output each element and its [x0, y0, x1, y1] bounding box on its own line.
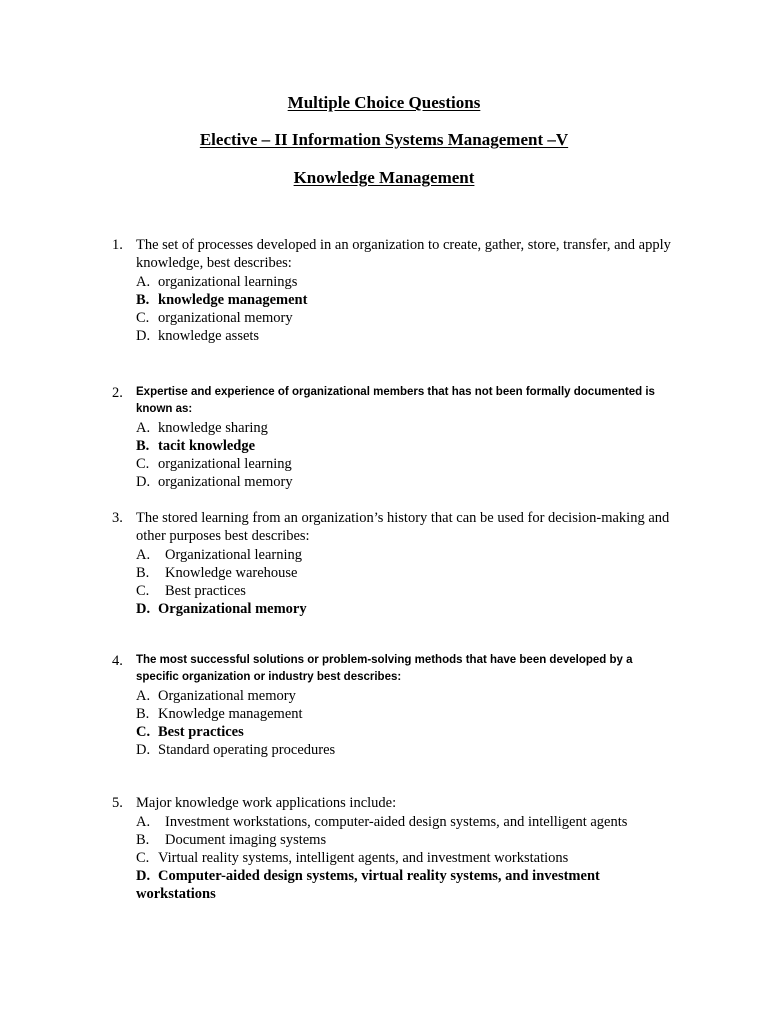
question-text: The set of processes developed in an organization to create, gather, store, transfer, and apply knowledge, best describes: [136, 237, 671, 271]
option-d-correct: D. Organizational memory [136, 601, 307, 617]
question-number: 5. [112, 795, 123, 811]
topic-heading: Knowledge Management [293, 168, 475, 187]
option-a: A. knowledge sharing [136, 420, 268, 436]
option-b-correct: B. tacit knowledge [136, 438, 256, 454]
question-4 [112, 652, 672, 759]
document-title: Multiple Choice Questions [287, 93, 481, 112]
option-d: D. Standard operating procedures [136, 742, 336, 758]
question-text: Expertise and experience of organizational members that has not been formally documented is known as: [136, 386, 655, 415]
option-d: D. organizational memory [136, 474, 293, 490]
option-b-correct: B. knowledge management [136, 292, 308, 308]
options-list [136, 813, 672, 903]
question-2 [112, 384, 672, 491]
option-a: A. Organizational learning [136, 547, 303, 563]
question-5 [112, 794, 672, 903]
question-text: Major knowledge work applications include: [136, 795, 397, 811]
question-3 [112, 509, 672, 618]
options-list [136, 419, 672, 491]
option-b: B. Document imaging systems [136, 832, 327, 848]
option-a: A. Organizational memory [136, 688, 296, 704]
option-c: C. organizational memory [136, 310, 293, 326]
question-number: 4. [112, 653, 123, 669]
option-d-correct: D. Computer-aided design systems, virtual reality systems, and investment workstations [136, 868, 600, 902]
option-b: B. Knowledge warehouse [136, 565, 298, 581]
option-c: C. organizational learning [136, 456, 292, 472]
option-b: B. Knowledge management [136, 706, 303, 722]
option-a: A. organizational learnings [136, 274, 298, 290]
options-list [136, 273, 672, 345]
options-list [136, 687, 672, 759]
question-number: 1. [112, 237, 123, 253]
option-c-correct: C. Best practices [136, 724, 244, 740]
options-list [136, 546, 672, 618]
question-number: 2. [112, 385, 123, 401]
question-text: The stored learning from an organization’s history that can be used for decision-making and other purposes best describes: [136, 510, 670, 544]
question-1 [112, 236, 672, 345]
question-text: The most successful solutions or problem-solving methods that have been developed by a specific organization or industry best describes: [136, 654, 633, 683]
option-c: C. Best practices [136, 583, 246, 599]
course-subtitle: Elective – II Information Systems Management –V [199, 130, 569, 149]
option-d: D. knowledge assets [136, 328, 260, 344]
question-number: 3. [112, 510, 123, 526]
option-a: A. Investment workstations, computer-aided design systems, and intelligent agents [136, 814, 628, 830]
option-c: C. Virtual reality systems, intelligent agents, and investment workstations [136, 850, 569, 866]
